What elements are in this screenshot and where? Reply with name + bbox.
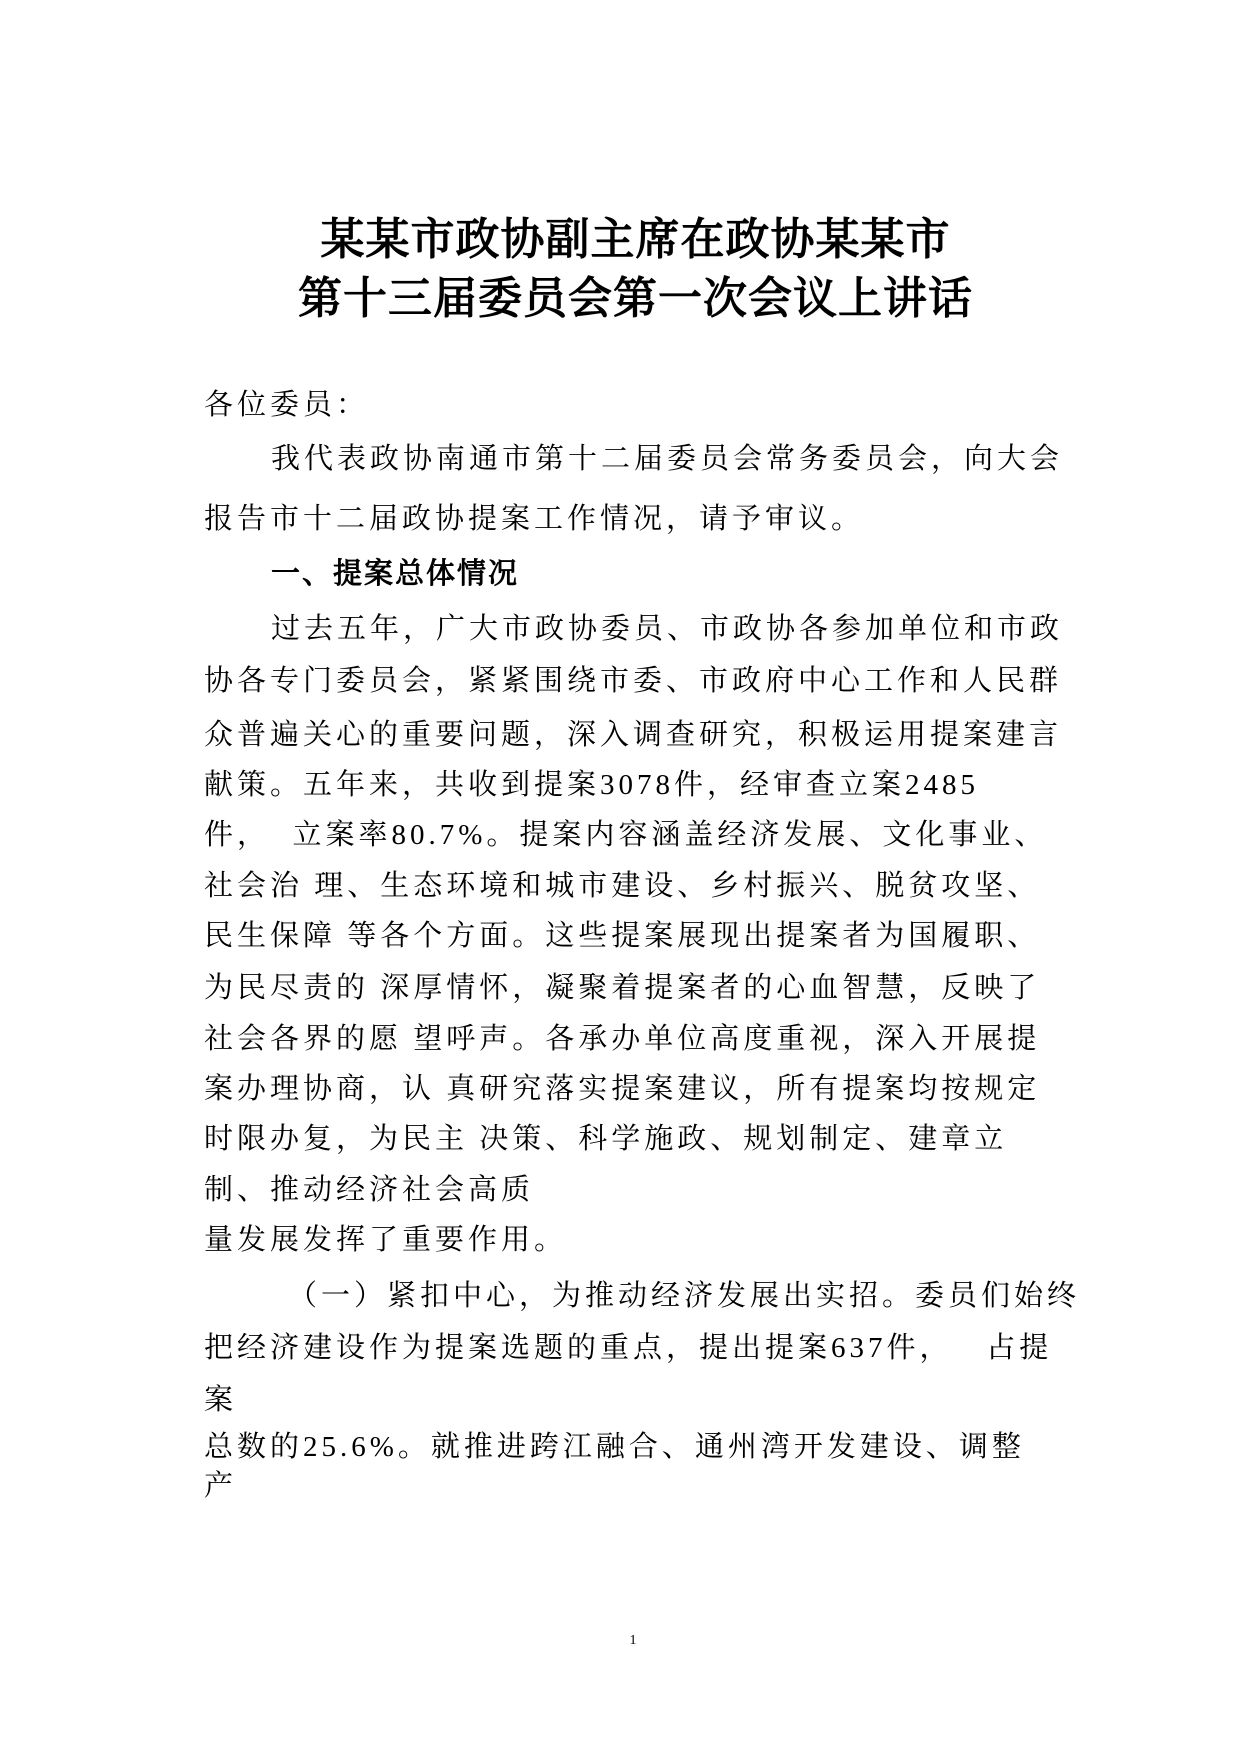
body-line: 社会治 理、生态环境和城市建设、乡村振兴、脱贫攻坚、 (204, 870, 1041, 902)
salutation: 各位委员： (204, 389, 370, 421)
body-line: 制、推动经济社会高质 (204, 1174, 535, 1206)
section-heading: 一、提案总体情况 (271, 558, 520, 590)
body-line: 民生保障 等各个方面。这些提案展现出提案者为国履职、 (204, 920, 1041, 952)
document-title-line-2: 第十三届委员会第一次会议上讲话 (298, 274, 973, 323)
page-number: 1 (629, 1633, 637, 1648)
body-line: 件， 立案率80.7%。提案内容涵盖经济发展、文化事业、 (204, 819, 1048, 851)
subsection-line: （一）紧扣中心，为推动经济发展出实招。委员们始终 (288, 1280, 1081, 1312)
body-line: 协各专门委员会，紧紧围绕市委、市政府中心工作和人民群 (204, 665, 1063, 697)
subsection-line: 案 (204, 1384, 238, 1416)
subsection-line: 产 (204, 1470, 238, 1502)
intro-line: 我代表政协南通市第十二届委员会常务委员会，向大会 (271, 443, 1064, 475)
body-line: 献策。五年来，共收到提案3078件，经审查立案2485 (204, 769, 980, 801)
body-line: 量发展发挥了重要作用。 (204, 1224, 568, 1256)
body-line: 时限办复，为民主 决策、科学施政、规划制定、建章立 (204, 1123, 1008, 1155)
intro-line: 报告市十二届政协提案工作情况，请予审议。 (204, 503, 865, 535)
body-line: 为民尽责的 深厚情怀，凝聚着提案者的心血智慧，反映了 (204, 972, 1041, 1004)
body-line: 过去五年，广大市政协委员、市政协各参加单位和市政 (271, 613, 1064, 645)
body-line: 案办理协商，认 真研究落实提案建议，所有提案均按规定 (204, 1073, 1041, 1105)
body-line: 众普遍关心的重要问题，深入调查研究，积极运用提案建言 (204, 719, 1063, 751)
subsection-line: 把经济建设作为提案选题的重点，提出提案637件， 占提 (204, 1332, 1053, 1364)
body-line: 社会各界的愿 望呼声。各承办单位高度重视，深入开展提 (204, 1023, 1041, 1055)
document-title-line-1: 某某市政协副主席在政协某某市 (320, 215, 951, 264)
subsection-line: 总数的25.6%。就推进跨江融合、通州湾开发建设、调整 (204, 1431, 1025, 1463)
